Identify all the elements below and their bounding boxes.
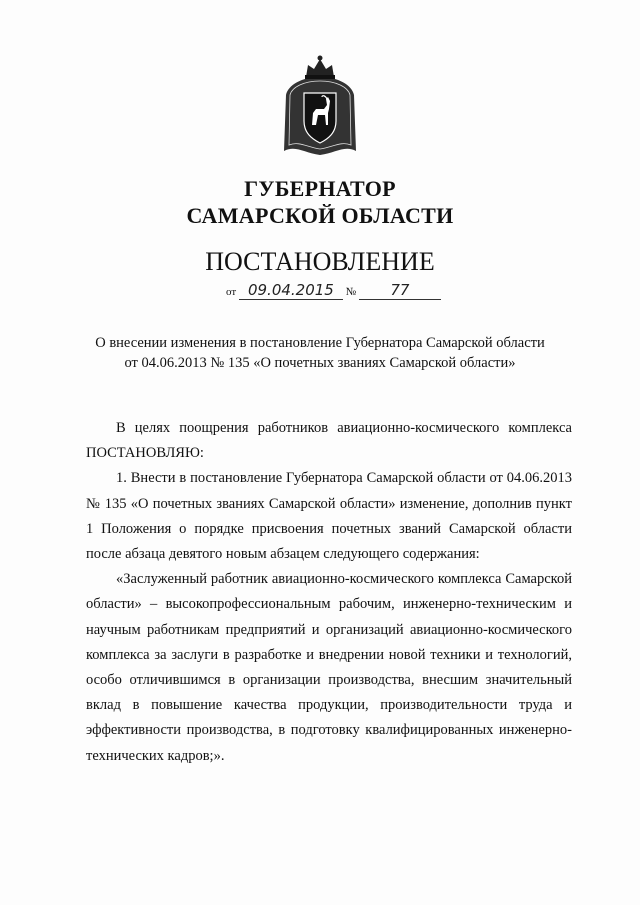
date-label: от <box>226 286 237 298</box>
document-subject <box>0 333 640 373</box>
document-body <box>86 416 572 769</box>
number-label: № <box>345 286 357 298</box>
paragraph-new-title: «Заслуженный работник авиационно-космического комплекса Самарской области» – высокопрофессиональным рабочим, инженерно-техническим и научным работникам предприятий и организаций авиационно-космического комплекса за заслуги в разработке и внедрении новой техники и технологий, особо отличившимся в организации производства, внесшим значительный вклад в повышение качества продукции, производительности труда и эффективности производства, в подготовку квалифицированных инженерно-технических кадров;». <box>86 571 572 764</box>
paragraph-item-1: 1. Внести в постановление Губернатора Самарской области от 04.06.2013 № 135 «О почетных званиях Самарской области» изменение, дополнив пункт 1 Положения о порядке присвоения почетных званий Самарской области после абзаца девятого новым абзацем следующего содержания: <box>86 470 572 563</box>
subject-line-2: от 04.06.2013 № 135 «О почетных званиях Самарской области» <box>124 355 516 371</box>
subject-line-1: О внесении изменения в постановление Губернатора Самарской области <box>95 335 545 351</box>
handwritten-number: 77 <box>359 281 441 300</box>
handwritten-date: 09.04.2015 <box>239 281 343 300</box>
document-type: ПОСТАНОВЛЕНИЕ <box>205 247 435 276</box>
issuer-title-line2: САМАРСКОЙ ОБЛАСТИ <box>186 203 454 228</box>
date-number-line <box>226 281 441 300</box>
issuer-title-line1: ГУБЕРНАТОР <box>244 176 396 201</box>
coat-of-arms-icon <box>282 55 358 157</box>
paragraph-preamble: В целях поощрения работников авиационно-космического комплекса ПОСТАНОВЛЯЮ: <box>86 420 572 462</box>
